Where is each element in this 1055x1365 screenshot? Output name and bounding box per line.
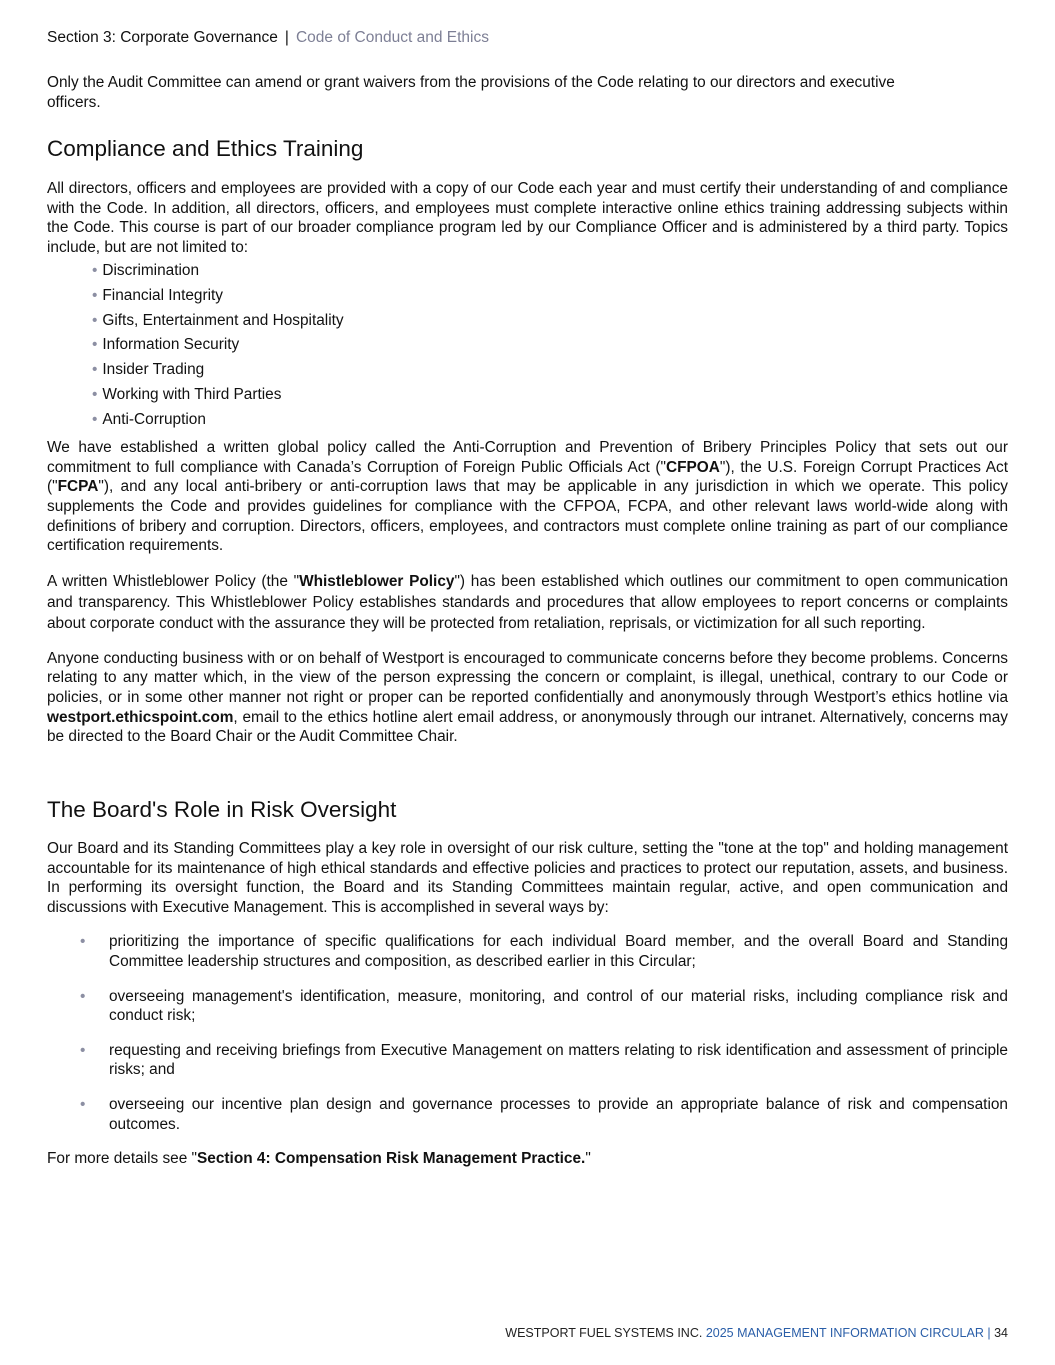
footer-document: 2025 MANAGEMENT INFORMATION CIRCULAR [705,1326,984,1340]
bullet-icon: • [92,262,98,280]
topics-list [47,259,1008,432]
subsection-title: Code of Conduct and Ethics [295,29,489,46]
hotline-paragraph: Anyone conducting business with or on behalf of Westport is encouraged to communicate concerns before they become problems. Concerns relating to any matter which, in the view of the person expressing the concern or complaint, is illegal, unethical, contrary to our Code or policies, or in some other manner not right or proper can be reported confidentially and anonymously through Westport’s ethics hotline via westport.ethicspoint.com, email to the ethics hotline alert email address, or anonymously through our intranet. Alternatively, concerns may be directed to the Board Chair or the Audit Committee Chair. [47,649,1008,746]
bullet-icon: • [80,1041,86,1059]
header-separator: | [284,29,289,46]
list-item: • prioritizing the importance of specific qualifications for each individual Board member, and the overall Board and Standing Committee leadership structures and composition, as described earlier in this Circular; [80,933,1008,970]
section-title: Section 3: Corporate Governance [47,29,278,46]
running-header [47,29,489,47]
page-footer [505,1326,1008,1340]
bullet-icon: • [80,1095,86,1113]
anticorruption-paragraph: We have established a written global policy called the Anti-Corruption and Prevention of Bribery Principles Policy that sets out our commitment to full compliance with Canada’s Corruption of Foreign Public Officials Act ("CFPOA"), the U.S. Foreign Corrupt Practices Act ("FCPA"), and any local anti-bribery or anti-corruption laws that may be applicable in any jurisdiction in which we operate. This policy supplements the Code and provides guidelines for compliance with the CFPOA, FCPA, and other relevant laws world-wide along with definitions of bribery and corruption. Directors, officers, employees, and contractors must complete online training as part of our compliance certification requirements. [47,439,1008,555]
list-item: • Gifts, Entertainment and Hospitality [92,311,344,329]
intro-paragraph: Only the Audit Committee can amend or grant waivers from the provisions of the Code relating to our directors and executive officers. [47,74,895,111]
ethics-hotline-link[interactable]: westport.ethicspoint.com [47,708,234,726]
risk-list [47,932,1008,1134]
list-item: • Financial Integrity [92,287,224,305]
bullet-icon: • [92,287,98,305]
footer-company: WESTPORT FUEL SYSTEMS INC. [505,1326,703,1340]
list-item: • Information Security [92,336,240,354]
heading-risk-oversight: The Board's Role in Risk Oversight [47,797,397,822]
heading-compliance-training: Compliance and Ethics Training [47,136,364,161]
page-number: 34 [994,1326,1008,1340]
list-item: • Insider Trading [92,361,205,379]
bullet-icon: • [92,410,98,428]
list-item: • Anti-Corruption [92,410,206,428]
bullet-icon: • [92,361,98,379]
bullet-icon: • [92,385,98,403]
list-item: • overseeing our incentive plan design and governance processes to provide an appropriate balance of risk and compensation outcomes. [80,1095,1008,1133]
list-item: • overseeing management's identification, measure, monitoring, and control of our material risks, including compliance risk and conduct risk; [80,987,1008,1025]
more-details: For more details see "Section 4: Compensation Risk Management Practice." [47,1150,591,1168]
training-paragraph: All directors, officers and employees are provided with a copy of our Code each year and must certify their understanding of and compliance with the Code. In addition, all directors, officers, and employees must complete interactive online ethics training addressing subjects within the Code. This course is part of our broader compliance program led by our Compliance Officer and is administered by a third party. Topics include, but are not limited to: [47,180,1008,256]
risk-paragraph: Our Board and its Standing Committees play a key role in oversight of our risk culture, setting the "tone at the top" and holding management accountable for its maintenance of high ethical standards and effective policies and practices to protect our reputation, assets, and business. In performing its oversight function, the Board and its Standing Committees maintain regular, active, and open communication and discussions with Executive Management. This is accomplished in several ways by: [47,840,1008,916]
list-item: • Discrimination [92,262,200,280]
bullet-icon: • [92,336,98,354]
bullet-icon: • [92,311,98,329]
bullet-icon: • [80,933,86,951]
list-item: • requesting and receiving briefings from Executive Management on matters relating to risk identification and assessment of principle risks; and [80,1041,1008,1079]
bullet-icon: • [80,987,86,1005]
footer-separator: | [987,1326,991,1340]
whistleblower-paragraph: A written Whistleblower Policy (the "Whistleblower Policy") has been established which outlines our commitment to open communication and transparency. This Whistleblower Policy establishes standards and procedures that allow employees to report concerns or complaints about corporate conduct with the assurance they will be protected from retaliation, reprisals, or victimization for all such reporting. [47,572,1009,632]
section-4-reference[interactable]: Section 4: Compensation Risk Management Practice. [197,1150,586,1168]
list-item: • Working with Third Parties [92,385,282,403]
